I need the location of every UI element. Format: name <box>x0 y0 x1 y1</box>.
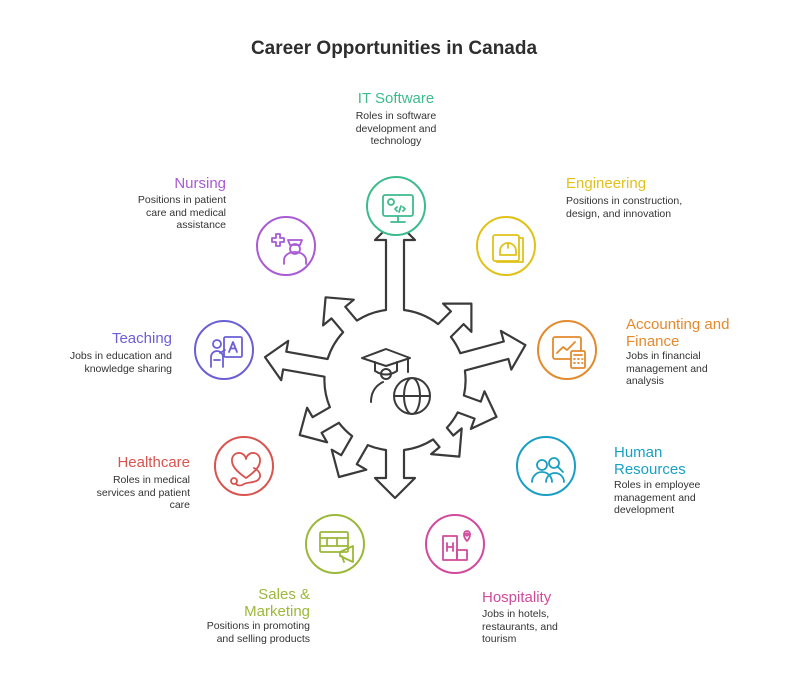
healthcare-description: Roles in medical services and patient care <box>96 474 190 511</box>
accounting-finance-node <box>537 320 597 380</box>
engineering-description: Positions in construction, design, and innovation <box>566 195 683 220</box>
sales-marketing-description: Positions in promoting and selling products <box>206 620 310 645</box>
heart-stethoscope-icon <box>216 438 276 498</box>
nursing-node <box>256 216 316 276</box>
human-resources-description: Roles in employee management and development <box>614 479 701 516</box>
teaching-label: Teaching <box>111 330 172 347</box>
it-software-node <box>366 176 426 236</box>
nursing-description: Positions in patient care and medical assistance <box>137 194 226 231</box>
teaching-node <box>194 320 254 380</box>
hospitality-label: Hospitality <box>482 589 552 606</box>
people-search-icon <box>518 438 578 498</box>
it-software-description: Roles in software development and technology <box>355 110 437 147</box>
engineering-node <box>476 216 536 276</box>
healthcare-node <box>214 436 274 496</box>
accounting-finance-description: Jobs in financial management and analysis <box>626 350 708 387</box>
hotel-pin-icon <box>427 516 487 576</box>
engineering-label: Engineering <box>566 175 647 192</box>
healthcare-label: Healthcare <box>117 454 190 471</box>
chart-calculator-icon <box>539 322 599 382</box>
billboard-megaphone-icon <box>307 516 367 576</box>
page-title: Career Opportunities in Canada <box>250 38 538 59</box>
accounting-finance-label: Accounting and Finance <box>626 316 730 350</box>
hardhat-blueprint-icon <box>478 218 538 278</box>
teaching-description: Jobs in education and knowledge sharing <box>69 350 172 375</box>
human-resources-label: Human Resources <box>614 444 686 478</box>
nurse-cross-icon <box>258 218 318 278</box>
graduation-cap-icon <box>362 349 410 402</box>
sales-marketing-label: Sales & Marketing <box>244 586 310 620</box>
hospitality-node <box>425 514 485 574</box>
human-resources-node <box>516 436 576 496</box>
teacher-board-icon <box>196 322 256 382</box>
sales-marketing-node <box>305 514 365 574</box>
globe-icon <box>394 378 430 414</box>
hospitality-description: Jobs in hotels, restaurants, and tourism <box>482 608 558 645</box>
nursing-label: Nursing <box>174 175 226 192</box>
computer-gear-icon <box>368 178 428 238</box>
it-software-label: IT Software <box>357 90 435 107</box>
